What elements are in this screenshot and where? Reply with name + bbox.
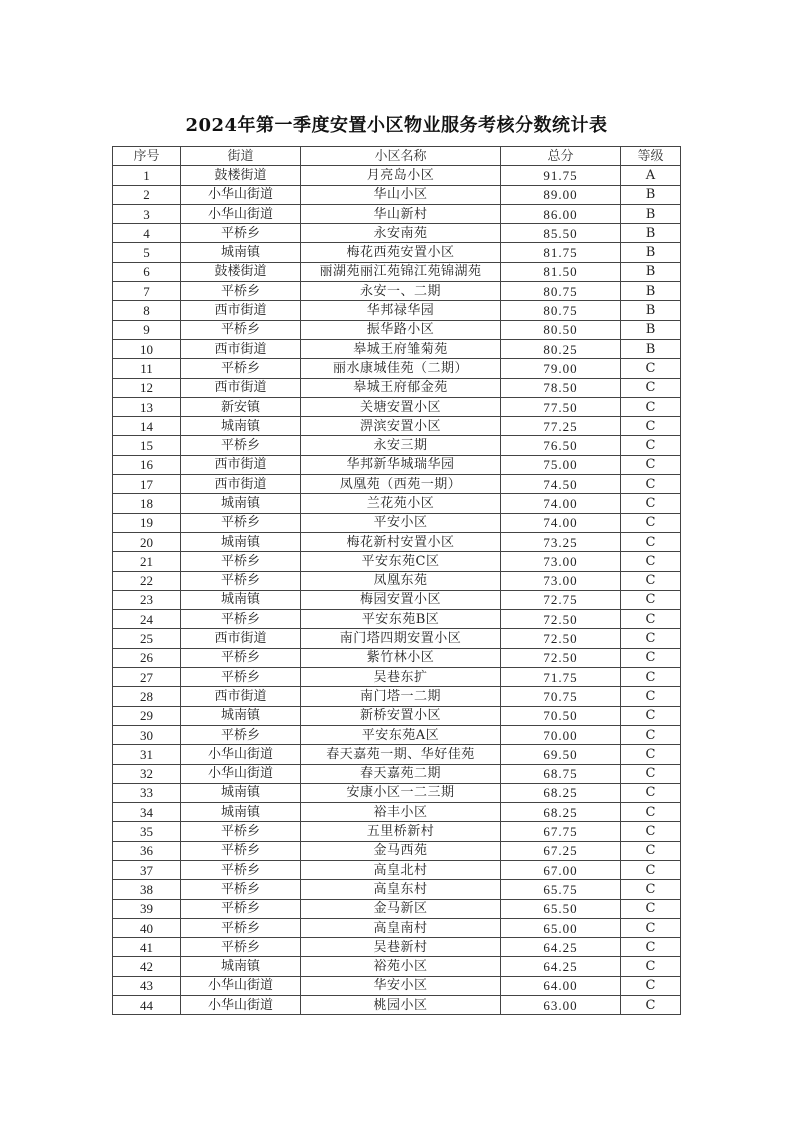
row-grade-cell: C (621, 938, 681, 957)
row-index-cell: 10 (113, 339, 181, 358)
row-street-cell: 平桥乡 (181, 899, 301, 918)
row-grade-cell: B (621, 204, 681, 223)
table-row (113, 224, 681, 243)
row-name-cell: 春天嘉苑一期、华好佳苑 (301, 745, 501, 764)
row-score-cell: 63.00 (501, 996, 621, 1015)
row-name-cell: 凤凰苑（西苑一期） (301, 475, 501, 494)
row-index-cell: 15 (113, 436, 181, 455)
row-name-cell: 丽水康城佳苑（二期） (301, 359, 501, 378)
row-score-cell: 80.50 (501, 320, 621, 339)
row-index-cell: 16 (113, 455, 181, 474)
row-name-cell: 金马新区 (301, 899, 501, 918)
row-score-cell: 70.00 (501, 725, 621, 744)
row-grade-cell: C (621, 552, 681, 571)
row-name-cell: 新桥安置小区 (301, 706, 501, 725)
row-grade-cell: C (621, 745, 681, 764)
row-index-cell: 19 (113, 513, 181, 532)
row-index-cell: 44 (113, 996, 181, 1015)
row-grade-cell: A (621, 166, 681, 185)
row-score-cell: 73.00 (501, 552, 621, 571)
score-table (112, 146, 681, 1015)
row-score-cell: 69.50 (501, 745, 621, 764)
row-name-cell: 皋城王府雏菊苑 (301, 339, 501, 358)
row-name-cell: 凤凰东苑 (301, 571, 501, 590)
row-index-cell: 3 (113, 204, 181, 223)
header-score: 总分 (501, 147, 621, 166)
row-grade-cell: C (621, 397, 681, 416)
row-name-cell: 皋城王府郁金苑 (301, 378, 501, 397)
table-row (113, 706, 681, 725)
row-score-cell: 67.00 (501, 860, 621, 879)
row-grade-cell: C (621, 976, 681, 995)
table-row (113, 899, 681, 918)
row-name-cell: 淠滨安置小区 (301, 417, 501, 436)
row-street-cell: 城南镇 (181, 417, 301, 436)
table-row (113, 359, 681, 378)
row-grade-cell: C (621, 532, 681, 551)
row-name-cell: 春天嘉苑二期 (301, 764, 501, 783)
row-grade-cell: B (621, 224, 681, 243)
row-index-cell: 32 (113, 764, 181, 783)
row-grade-cell: C (621, 494, 681, 513)
row-score-cell: 81.50 (501, 262, 621, 281)
row-index-cell: 42 (113, 957, 181, 976)
row-score-cell: 80.75 (501, 301, 621, 320)
row-score-cell: 80.75 (501, 282, 621, 301)
row-grade-cell: B (621, 301, 681, 320)
row-grade-cell: C (621, 918, 681, 937)
row-index-cell: 6 (113, 262, 181, 281)
row-street-cell: 城南镇 (181, 957, 301, 976)
row-street-cell: 鼓楼街道 (181, 262, 301, 281)
row-street-cell: 城南镇 (181, 243, 301, 262)
row-grade-cell: C (621, 725, 681, 744)
row-grade-cell: C (621, 822, 681, 841)
row-grade-cell: B (621, 243, 681, 262)
row-index-cell: 29 (113, 706, 181, 725)
table-body (113, 166, 681, 1015)
row-index-cell: 30 (113, 725, 181, 744)
row-index-cell: 21 (113, 552, 181, 571)
row-grade-cell: C (621, 803, 681, 822)
row-score-cell: 78.50 (501, 378, 621, 397)
table-row (113, 629, 681, 648)
row-index-cell: 7 (113, 282, 181, 301)
row-index-cell: 41 (113, 938, 181, 957)
row-street-cell: 平桥乡 (181, 822, 301, 841)
row-score-cell: 68.25 (501, 803, 621, 822)
row-score-cell: 89.00 (501, 185, 621, 204)
table-row (113, 745, 681, 764)
row-street-cell: 鼓楼街道 (181, 166, 301, 185)
row-grade-cell: C (621, 610, 681, 629)
row-name-cell: 吴巷新村 (301, 938, 501, 957)
row-score-cell: 91.75 (501, 166, 621, 185)
row-score-cell: 65.50 (501, 899, 621, 918)
row-index-cell: 35 (113, 822, 181, 841)
table-row (113, 185, 681, 204)
row-grade-cell: C (621, 687, 681, 706)
row-grade-cell: C (621, 629, 681, 648)
row-score-cell: 72.50 (501, 629, 621, 648)
row-grade-cell: B (621, 320, 681, 339)
row-grade-cell: C (621, 668, 681, 687)
table-row (113, 455, 681, 474)
row-grade-cell: C (621, 648, 681, 667)
row-grade-cell: C (621, 590, 681, 609)
row-grade-cell: B (621, 282, 681, 301)
table-row (113, 552, 681, 571)
table-row (113, 822, 681, 841)
row-name-cell: 高皇东村 (301, 880, 501, 899)
row-score-cell: 64.25 (501, 957, 621, 976)
header-grade: 等级 (621, 147, 681, 166)
row-grade-cell: C (621, 571, 681, 590)
row-street-cell: 城南镇 (181, 706, 301, 725)
row-index-cell: 43 (113, 976, 181, 995)
row-index-cell: 40 (113, 918, 181, 937)
row-name-cell: 兰花苑小区 (301, 494, 501, 513)
table-row (113, 513, 681, 532)
row-score-cell: 72.50 (501, 648, 621, 667)
row-street-cell: 新安镇 (181, 397, 301, 416)
row-street-cell: 平桥乡 (181, 320, 301, 339)
table-row (113, 436, 681, 455)
table-row (113, 803, 681, 822)
row-score-cell: 76.50 (501, 436, 621, 455)
table-row (113, 339, 681, 358)
header-name: 小区名称 (301, 147, 501, 166)
table-row (113, 417, 681, 436)
row-score-cell: 75.00 (501, 455, 621, 474)
row-index-cell: 37 (113, 860, 181, 879)
row-score-cell: 70.50 (501, 706, 621, 725)
row-index-cell: 25 (113, 629, 181, 648)
row-street-cell: 小华山街道 (181, 764, 301, 783)
row-name-cell: 高皇北村 (301, 860, 501, 879)
table-row (113, 262, 681, 281)
row-index-cell: 2 (113, 185, 181, 204)
row-grade-cell: C (621, 996, 681, 1015)
row-score-cell: 68.75 (501, 764, 621, 783)
row-grade-cell: C (621, 378, 681, 397)
row-street-cell: 西市街道 (181, 687, 301, 706)
document-title: 2024年第一季度安置小区物业服务考核分数统计表 (185, 115, 608, 136)
table-row (113, 397, 681, 416)
row-score-cell: 77.25 (501, 417, 621, 436)
row-name-cell: 永安一、二期 (301, 282, 501, 301)
row-index-cell: 33 (113, 783, 181, 802)
row-index-cell: 39 (113, 899, 181, 918)
table-row (113, 841, 681, 860)
table-row (113, 996, 681, 1015)
row-index-cell: 36 (113, 841, 181, 860)
row-street-cell: 小华山街道 (181, 185, 301, 204)
table-row (113, 725, 681, 744)
row-grade-cell: C (621, 764, 681, 783)
row-street-cell: 城南镇 (181, 590, 301, 609)
row-street-cell: 平桥乡 (181, 513, 301, 532)
row-name-cell: 华山小区 (301, 185, 501, 204)
row-name-cell: 南门塔四期安置小区 (301, 629, 501, 648)
row-name-cell: 平安东苑C区 (301, 552, 501, 571)
row-index-cell: 11 (113, 359, 181, 378)
row-name-cell: 华安小区 (301, 976, 501, 995)
row-score-cell: 77.50 (501, 397, 621, 416)
row-grade-cell: B (621, 262, 681, 281)
row-grade-cell: C (621, 436, 681, 455)
row-grade-cell: C (621, 455, 681, 474)
row-score-cell: 79.00 (501, 359, 621, 378)
row-grade-cell: C (621, 417, 681, 436)
table-row (113, 938, 681, 957)
row-street-cell: 小华山街道 (181, 996, 301, 1015)
row-name-cell: 裕苑小区 (301, 957, 501, 976)
row-index-cell: 17 (113, 475, 181, 494)
row-score-cell: 64.00 (501, 976, 621, 995)
table-row (113, 320, 681, 339)
table-row (113, 282, 681, 301)
row-index-cell: 5 (113, 243, 181, 262)
row-score-cell: 74.00 (501, 494, 621, 513)
row-score-cell: 65.75 (501, 880, 621, 899)
row-score-cell: 74.00 (501, 513, 621, 532)
row-index-cell: 24 (113, 610, 181, 629)
row-street-cell: 平桥乡 (181, 436, 301, 455)
row-street-cell: 西市街道 (181, 629, 301, 648)
row-street-cell: 平桥乡 (181, 880, 301, 899)
row-name-cell: 丽湖苑丽江苑锦江苑锦湖苑 (301, 262, 501, 281)
row-score-cell: 65.00 (501, 918, 621, 937)
row-grade-cell: C (621, 475, 681, 494)
row-street-cell: 平桥乡 (181, 918, 301, 937)
table-row (113, 204, 681, 223)
row-index-cell: 20 (113, 532, 181, 551)
row-grade-cell: C (621, 860, 681, 879)
row-street-cell: 小华山街道 (181, 204, 301, 223)
row-street-cell: 小华山街道 (181, 745, 301, 764)
row-street-cell: 西市街道 (181, 339, 301, 358)
row-score-cell: 67.25 (501, 841, 621, 860)
row-street-cell: 平桥乡 (181, 938, 301, 957)
row-index-cell: 31 (113, 745, 181, 764)
row-index-cell: 4 (113, 224, 181, 243)
row-score-cell: 73.00 (501, 571, 621, 590)
row-index-cell: 1 (113, 166, 181, 185)
row-street-cell: 城南镇 (181, 532, 301, 551)
table-row (113, 494, 681, 513)
row-name-cell: 桃园小区 (301, 996, 501, 1015)
row-index-cell: 14 (113, 417, 181, 436)
row-name-cell: 高皇南村 (301, 918, 501, 937)
row-name-cell: 安康小区一二三期 (301, 783, 501, 802)
row-name-cell: 梅花新村安置小区 (301, 532, 501, 551)
row-score-cell: 85.50 (501, 224, 621, 243)
row-score-cell: 70.75 (501, 687, 621, 706)
table-row (113, 918, 681, 937)
row-name-cell: 紫竹林小区 (301, 648, 501, 667)
row-grade-cell: C (621, 841, 681, 860)
row-street-cell: 平桥乡 (181, 668, 301, 687)
row-score-cell: 64.25 (501, 938, 621, 957)
row-name-cell: 永安三期 (301, 436, 501, 455)
row-name-cell: 吴巷东扩 (301, 668, 501, 687)
row-index-cell: 12 (113, 378, 181, 397)
row-index-cell: 34 (113, 803, 181, 822)
row-name-cell: 永安南苑 (301, 224, 501, 243)
row-score-cell: 73.25 (501, 532, 621, 551)
table-row (113, 166, 681, 185)
row-street-cell: 平桥乡 (181, 571, 301, 590)
table-header-row (113, 147, 681, 166)
row-grade-cell: C (621, 706, 681, 725)
row-name-cell: 振华路小区 (301, 320, 501, 339)
table-row (113, 764, 681, 783)
row-index-cell: 9 (113, 320, 181, 339)
row-grade-cell: B (621, 339, 681, 358)
header-street: 街道 (181, 147, 301, 166)
row-name-cell: 月亮岛小区 (301, 166, 501, 185)
table-row (113, 571, 681, 590)
row-grade-cell: C (621, 899, 681, 918)
row-name-cell: 关塘安置小区 (301, 397, 501, 416)
row-street-cell: 城南镇 (181, 803, 301, 822)
row-name-cell: 梅花西苑安置小区 (301, 243, 501, 262)
row-index-cell: 22 (113, 571, 181, 590)
row-street-cell: 城南镇 (181, 783, 301, 802)
row-name-cell: 裕丰小区 (301, 803, 501, 822)
row-street-cell: 平桥乡 (181, 282, 301, 301)
row-score-cell: 86.00 (501, 204, 621, 223)
row-score-cell: 74.50 (501, 475, 621, 494)
row-street-cell: 西市街道 (181, 301, 301, 320)
row-name-cell: 华邦禄华园 (301, 301, 501, 320)
row-street-cell: 西市街道 (181, 455, 301, 474)
table-row (113, 590, 681, 609)
row-street-cell: 平桥乡 (181, 359, 301, 378)
row-street-cell: 城南镇 (181, 494, 301, 513)
table-row (113, 648, 681, 667)
row-name-cell: 华邦新华城瑞华园 (301, 455, 501, 474)
row-score-cell: 68.25 (501, 783, 621, 802)
table-row (113, 532, 681, 551)
row-street-cell: 平桥乡 (181, 841, 301, 860)
table-row (113, 880, 681, 899)
table-row (113, 957, 681, 976)
table-row (113, 668, 681, 687)
row-name-cell: 五里桥新村 (301, 822, 501, 841)
table-row (113, 378, 681, 397)
row-grade-cell: C (621, 957, 681, 976)
row-street-cell: 平桥乡 (181, 224, 301, 243)
row-grade-cell: B (621, 185, 681, 204)
row-score-cell: 71.75 (501, 668, 621, 687)
row-name-cell: 梅园安置小区 (301, 590, 501, 609)
table-row (113, 976, 681, 995)
row-index-cell: 27 (113, 668, 181, 687)
row-score-cell: 67.75 (501, 822, 621, 841)
row-index-cell: 38 (113, 880, 181, 899)
row-street-cell: 平桥乡 (181, 725, 301, 744)
row-name-cell: 平安东苑A区 (301, 725, 501, 744)
row-score-cell: 72.75 (501, 590, 621, 609)
row-street-cell: 平桥乡 (181, 610, 301, 629)
table-row (113, 475, 681, 494)
table-row (113, 610, 681, 629)
row-street-cell: 小华山街道 (181, 976, 301, 995)
row-name-cell: 平安东苑B区 (301, 610, 501, 629)
row-street-cell: 平桥乡 (181, 860, 301, 879)
row-index-cell: 18 (113, 494, 181, 513)
row-grade-cell: C (621, 513, 681, 532)
row-street-cell: 西市街道 (181, 475, 301, 494)
row-name-cell: 南门塔一二期 (301, 687, 501, 706)
table-row (113, 243, 681, 262)
row-index-cell: 28 (113, 687, 181, 706)
row-index-cell: 23 (113, 590, 181, 609)
table-row (113, 783, 681, 802)
row-grade-cell: C (621, 359, 681, 378)
row-score-cell: 72.50 (501, 610, 621, 629)
row-grade-cell: C (621, 783, 681, 802)
row-score-cell: 81.75 (501, 243, 621, 262)
row-street-cell: 平桥乡 (181, 648, 301, 667)
row-grade-cell: C (621, 880, 681, 899)
header-index: 序号 (113, 147, 181, 166)
row-name-cell: 平安小区 (301, 513, 501, 532)
table-row (113, 301, 681, 320)
row-name-cell: 金马西苑 (301, 841, 501, 860)
row-name-cell: 华山新村 (301, 204, 501, 223)
table-row (113, 860, 681, 879)
row-index-cell: 8 (113, 301, 181, 320)
table-row (113, 687, 681, 706)
row-index-cell: 13 (113, 397, 181, 416)
row-street-cell: 平桥乡 (181, 552, 301, 571)
row-score-cell: 80.25 (501, 339, 621, 358)
row-street-cell: 西市街道 (181, 378, 301, 397)
row-index-cell: 26 (113, 648, 181, 667)
